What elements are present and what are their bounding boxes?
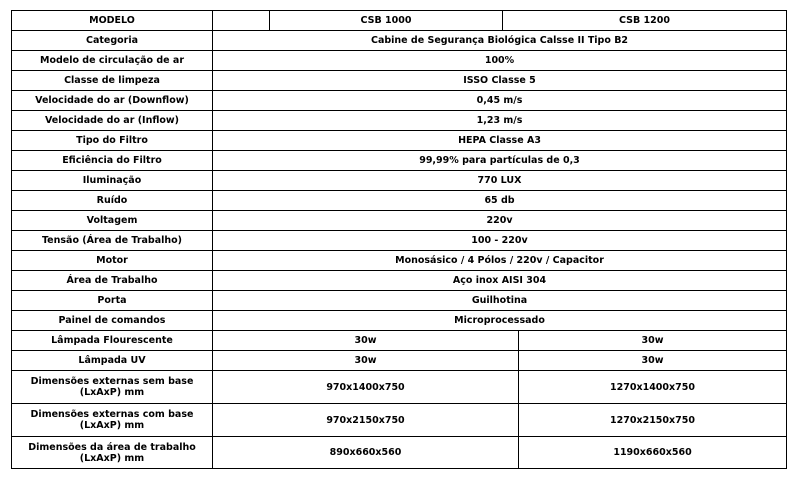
model-1: CSB 1000 — [270, 11, 503, 31]
row-label: Lâmpada Flourescente — [12, 331, 213, 351]
row-value: 100 - 220v — [213, 231, 787, 251]
row-label: Tensão (Área de Trabalho) — [12, 231, 213, 251]
row-value: 770 LUX — [213, 171, 787, 191]
table-row — [12, 371, 787, 404]
row-value-model-1: 970x2150x750 — [213, 404, 519, 437]
table-row — [12, 271, 787, 291]
row-label: Tipo do Filtro — [12, 131, 213, 151]
row-value-model-2: 30w — [519, 351, 787, 371]
row-value-model-1: 30w — [213, 331, 519, 351]
table-row — [12, 91, 787, 111]
row-value: 99,99% para partículas de 0,3 — [213, 151, 787, 171]
row-label: Iluminação — [12, 171, 213, 191]
row-value-model-1: 890x660x560 — [213, 437, 519, 469]
table-row — [12, 71, 787, 91]
row-label: Velocidade do ar (Downflow) — [12, 91, 213, 111]
row-value-model-1: 30w — [213, 351, 519, 371]
row-value: Aço inox AISI 304 — [213, 271, 787, 291]
table-row — [12, 404, 787, 437]
row-label: Modelo de circulação de ar — [12, 51, 213, 71]
row-label: Dimensões externas sem base (LxAxP) mm — [12, 371, 213, 404]
header-spacer — [213, 11, 270, 31]
row-value-model-2: 1190x660x560 — [519, 437, 787, 469]
row-value: 65 db — [213, 191, 787, 211]
table-row — [12, 251, 787, 271]
row-value: 1,23 m/s — [213, 111, 787, 131]
row-value: Guilhotina — [213, 291, 787, 311]
row-label: Eficiência do Filtro — [12, 151, 213, 171]
table-row — [12, 191, 787, 211]
row-label: Classe de limpeza — [12, 71, 213, 91]
model-2: CSB 1200 — [503, 11, 787, 31]
spec-table — [11, 10, 787, 469]
row-label: Ruído — [12, 191, 213, 211]
row-label: Dimensões externas com base (LxAxP) mm — [12, 404, 213, 437]
header-label: MODELO — [12, 11, 213, 31]
row-label: Painel de comandos — [12, 311, 213, 331]
row-value-model-1: 970x1400x750 — [213, 371, 519, 404]
row-label: Área de Trabalho — [12, 271, 213, 291]
row-value: Monosásico / 4 Pólos / 220v / Capacitor — [213, 251, 787, 271]
table-row — [12, 231, 787, 251]
table-row — [12, 171, 787, 191]
table-row — [12, 211, 787, 231]
row-label: Velocidade do ar (Inflow) — [12, 111, 213, 131]
row-label: Lâmpada UV — [12, 351, 213, 371]
row-label: Dimensões da área de trabalho (LxAxP) mm — [12, 437, 213, 469]
table-row — [12, 311, 787, 331]
row-value-model-2: 1270x1400x750 — [519, 371, 787, 404]
table-row — [12, 111, 787, 131]
table-row — [12, 291, 787, 311]
row-value: 100% — [213, 51, 787, 71]
row-value: 0,45 m/s — [213, 91, 787, 111]
row-value: Cabine de Segurança Biológica Calsse II Tipo B2 — [213, 31, 787, 51]
row-value: 220v — [213, 211, 787, 231]
table-row — [12, 151, 787, 171]
row-value: ISSO Classe 5 — [213, 71, 787, 91]
row-label: Motor — [12, 251, 213, 271]
table-row — [12, 351, 787, 371]
row-value-model-2: 1270x2150x750 — [519, 404, 787, 437]
row-value-model-2: 30w — [519, 331, 787, 351]
table-row — [12, 437, 787, 469]
row-value: Microprocessado — [213, 311, 787, 331]
table-row — [12, 131, 787, 151]
row-label: Categoria — [12, 31, 213, 51]
row-label: Voltagem — [12, 211, 213, 231]
row-value: HEPA Classe A3 — [213, 131, 787, 151]
table-row — [12, 31, 787, 51]
row-label: Porta — [12, 291, 213, 311]
header-row — [12, 11, 787, 31]
table-row — [12, 51, 787, 71]
table-row — [12, 331, 787, 351]
